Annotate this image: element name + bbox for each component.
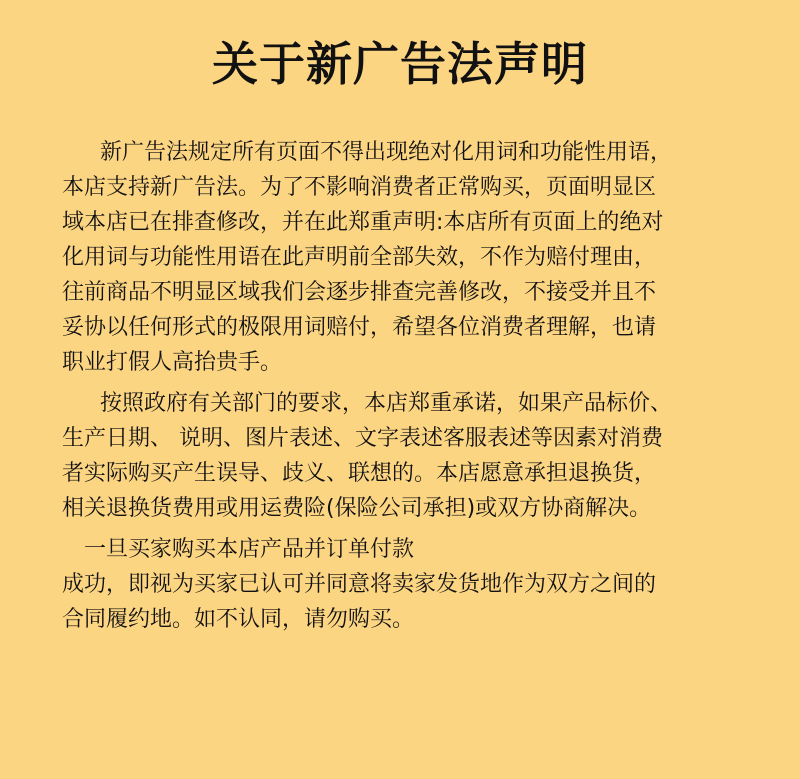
paragraph-line: 合同履约地。如不认同，请勿购买。 xyxy=(62,607,415,632)
paragraph-line: 一旦买家购买本店产品并订单付款 xyxy=(84,537,415,562)
page-title: 关于新广告法声明 xyxy=(212,37,588,91)
paragraph-line: 新广告法规定所有页面不得出现绝对化用词和功能性用语， xyxy=(100,140,673,165)
paragraph-line: 按照政府有关部门的要求，本店郑重承诺，如果产品标价、 xyxy=(100,391,673,416)
paragraph-line: 相关退换货费用或用运费险(保险公司承担)或双方协商解决。 xyxy=(62,496,652,521)
paragraph-line: 者实际购买产生误导、歧义、联想的。本店愿意承担退换货， xyxy=(62,461,657,486)
paragraph-line: 职业打假人高抬贵手。 xyxy=(62,350,283,375)
paragraph-line: 本店支持新广告法。为了不影响消费者正常购买，页面明显区 xyxy=(62,175,657,200)
paragraph-line: 成功，即视为买家已认可并同意将卖家发货地作为双方之间的 xyxy=(62,572,657,597)
paragraph-line: 妥协以任何形式的极限用词赔付，希望各位消费者理解，也请 xyxy=(62,315,657,340)
paragraph-line: 生产日期、 说明、图片表述、文字表述客服表述等因素对消费 xyxy=(62,426,663,451)
paragraph-line: 化用词与功能性用语在此声明前全部失效，不作为赔付理由， xyxy=(62,245,657,270)
paragraph-line: 域本店已在排查修改，并在此郑重声明:本店所有页面上的绝对 xyxy=(62,210,664,235)
paragraph-line: 往前商品不明显区域我们会逐步排查完善修改，不接受并且不 xyxy=(62,280,657,305)
